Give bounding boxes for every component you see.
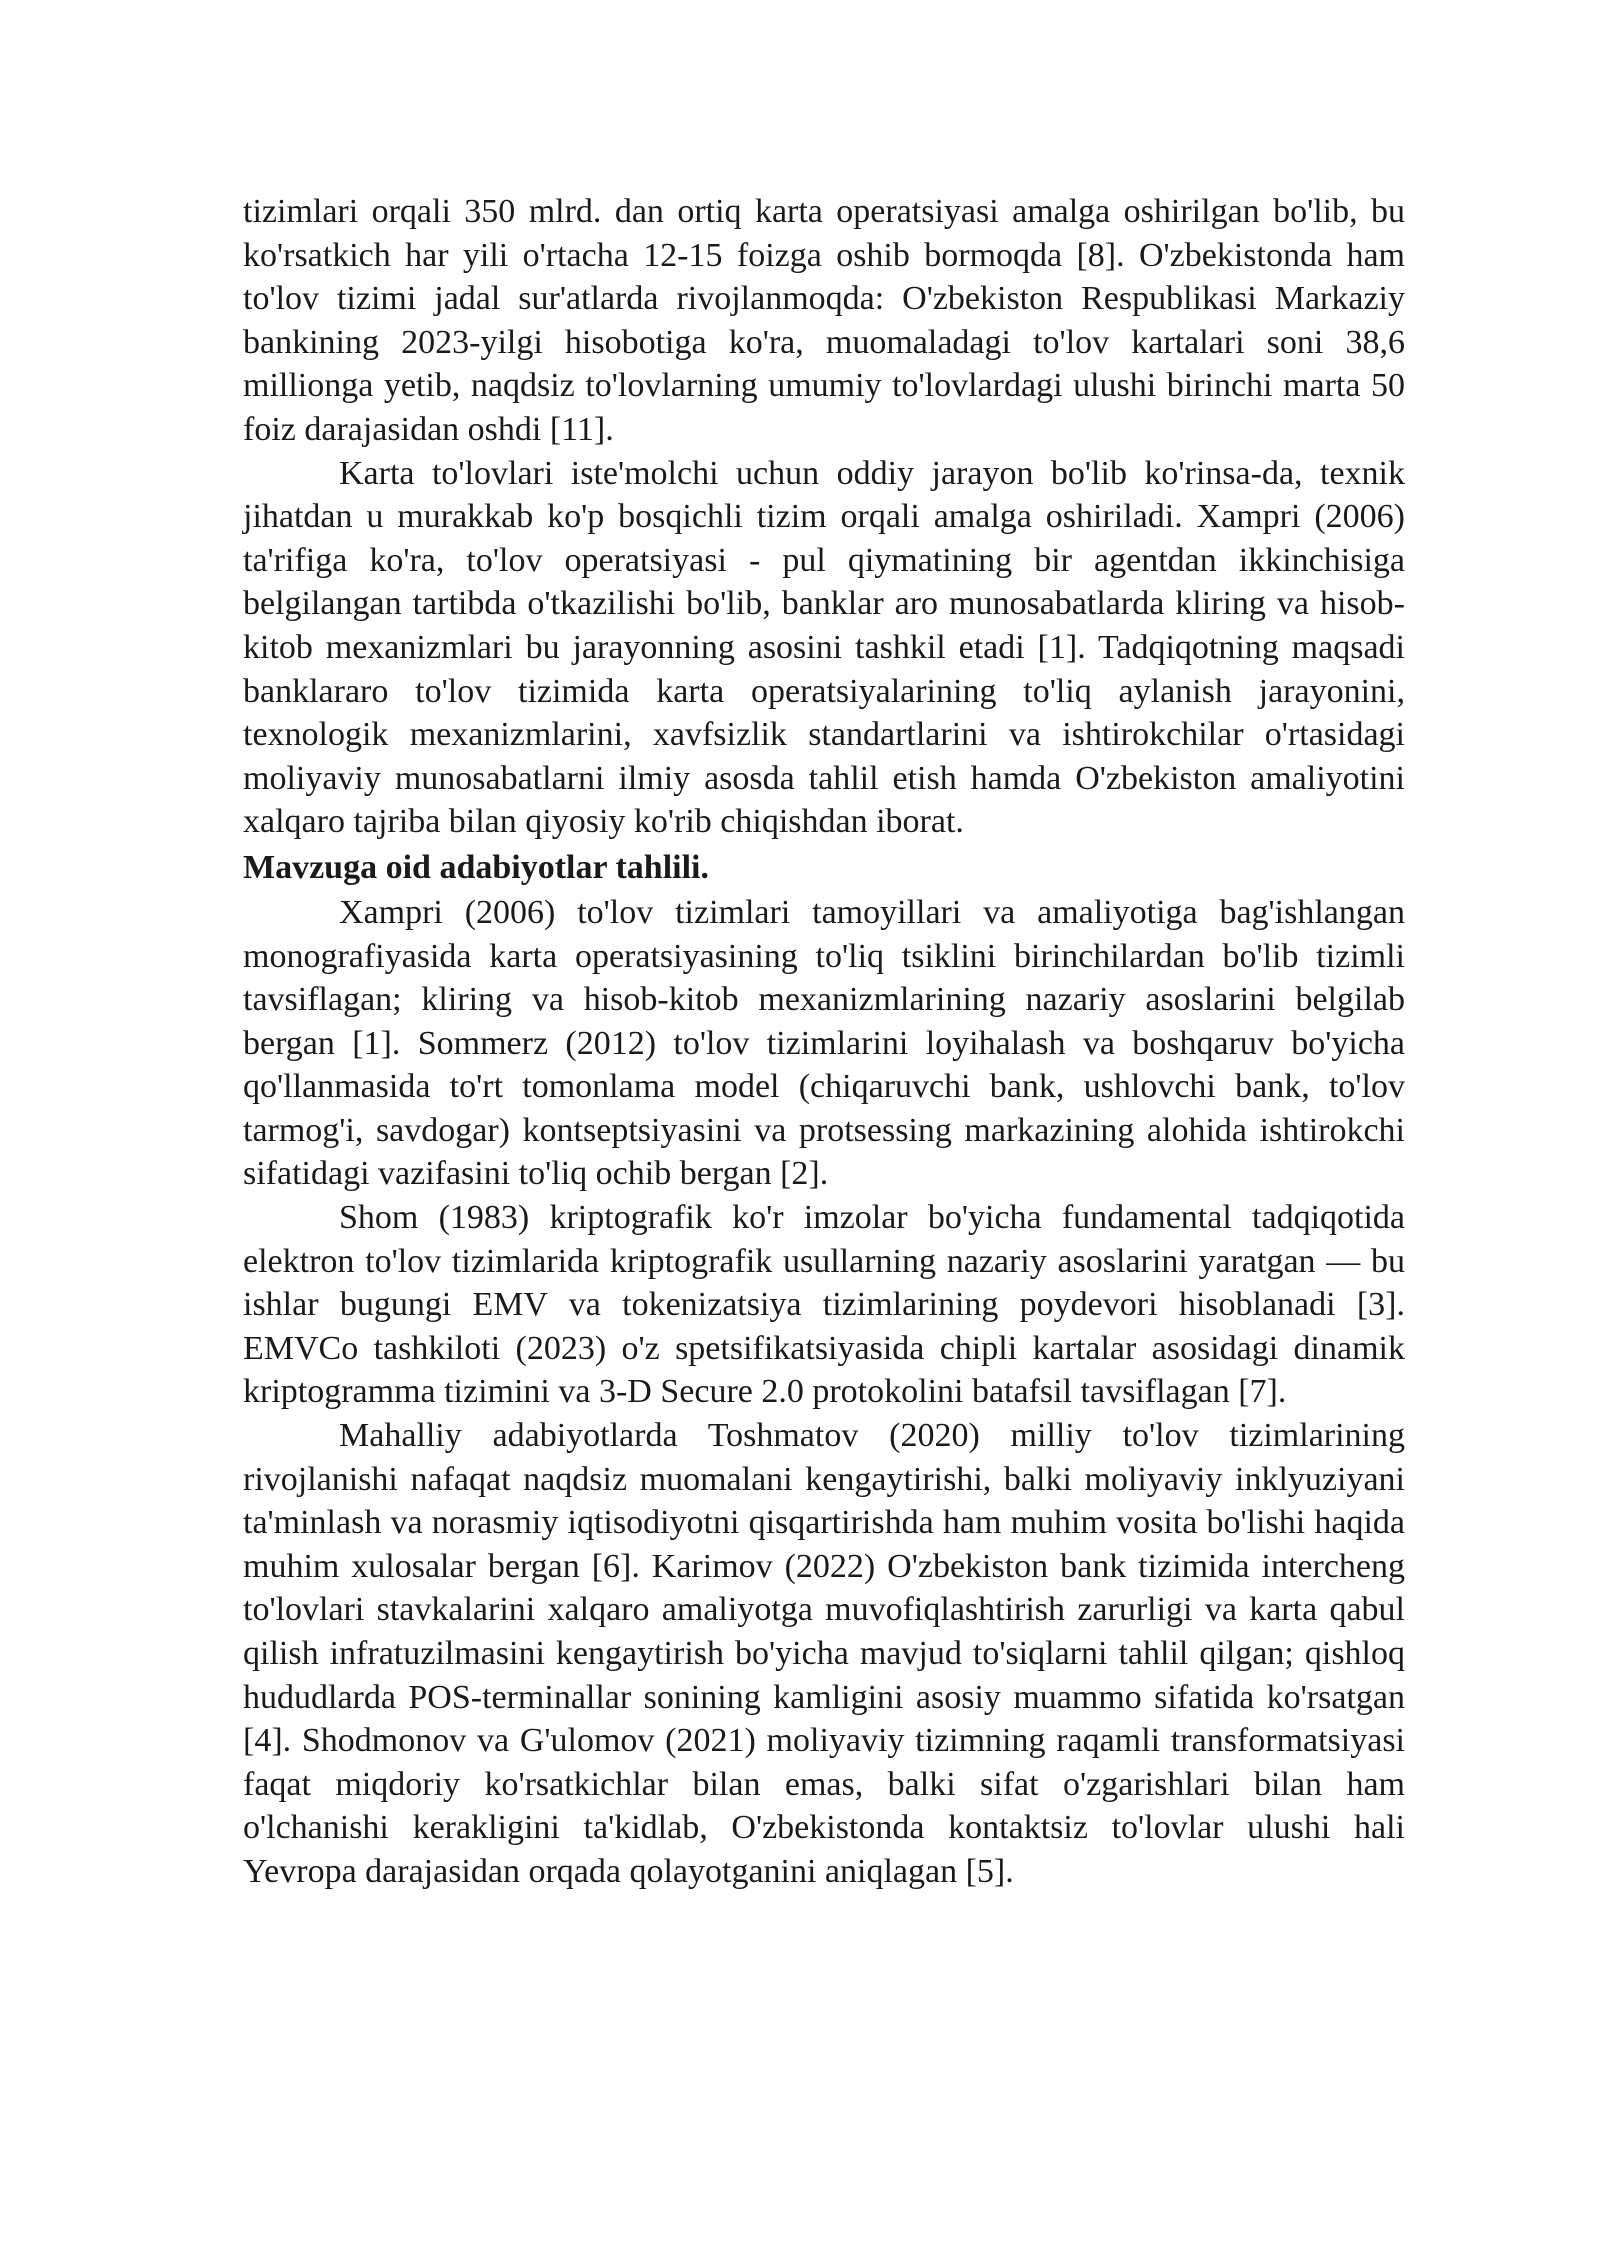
paragraph-literature-local: Mahalliy adabiyotlarda Toshmatov (2020) milliy to'lov tizimlarining rivojlanishi nafaqat naqdsiz muomalani kengaytirishi, balki moliyaviy inklyuziyani ta'minlash va norasmiy iqtisodiyotni qisqartirishda ham muhim vosita bo'lishi haqida muhim xulosalar bergan [6]. Karimov (2022) O'zbekiston bank tizimida intercheng to'lovlari stavkalarini xalqaro amaliyotga muvofiqlashtirish zarurligi va karta qabul qilish infratuzilmasini kengaytirish bo'yicha mavjud to'siqlarni tahlil qilgan; qishloq hududlarda POS-terminallar sonining kamligini asosiy muammo sifatida ko'rsatgan [4]. Shodmonov va G'ulomov (2021) moliyaviy tizimning raqamli transformatsiyasi faqat miqdoriy ko'rsatkichlar bilan emas, balki sifat o'zgarishlari bilan ham o'lchanishi kerakligini ta'kidlab, O'zbekistonda kontaktsiz to'lovlar ulushi hali Yevropa darajasidan orqada qolayotganini aniqlagan [5].	[243, 1417, 1405, 1890]
section-heading: Mavzuga oid adabiyotlar tahlili.	[243, 848, 709, 886]
paragraph-literature-foreign: Xampri (2006) to'lov tizimlari tamoyillari va amaliyotiga bag'ishlangan monografiyasida karta operatsiyasining to'liq tsiklini birinchilardan bo'lib tizimli tavsiflagan; kliring va hisob-kitob mexanizmlarining nazariy asoslarini belgilab bergan [1]. Sommerz (2012) to'lov tizimlarini loyihalash va boshqaruv bo'yicha qo'llanmasida to'rt tomonlama model (chiqaruvchi bank, ushlovchi bank, to'lov tarmog'i, savdogar) kontseptsiyasini va protsessing markazining alohida ishtirokchi sifatidagi vazifasini to'liq ochib bergan [2].	[243, 893, 1405, 1193]
document-page	[243, 190, 1405, 1894]
paragraph-literature-cryptography: Shom (1983) kriptografik ko'r imzolar bo'yicha fundamental tadqiqotida elektron to'lov tizimlarida kriptografik usullarning nazariy asoslarini yaratgan — bu ishlar bugungi EMV va tokenizatsiya tizimlarining poydevori hisoblanadi [3]. EMVCo tashkiloti (2023) o'z spetsifikatsiyasida chipli kartalar asosidagi dinamik kriptogramma tizimini va 3-D Secure 2.0 protokolini batafsil tavsiflagan [7].	[243, 1199, 1405, 1411]
paragraph-continuation: tizimlari orqali 350 mlrd. dan ortiq karta operatsiyasi amalga oshirilgan bo'lib, bu ko'rsatkich har yili o'rtacha 12-15 foizga oshib bormoqda [8]. O'zbekistonda ham to'lov tizimi jadal sur'atlarda rivojlanmoqda: O'zbekiston Respublikasi Markaziy bankining 2023-yilgi hisobotiga ko'ra, muomaladagi to'lov kartalari soni 38,6 millionga yetib, naqdsiz to'lovlarning umumiy to'lovlardagi ulushi birinchi marta 50 foiz darajasidan oshdi [11].	[243, 193, 1405, 448]
paragraph-research-aim: Karta to'lovlari iste'molchi uchun oddiy jarayon bo'lib ko'rinsa-da, texnik jihatdan u murakkab ko'p bosqichli tizim orqali amalga oshiriladi. Xampri (2006) ta'rifiga ko'ra, to'lov operatsiyasi - pul qiymatining bir agentdan ikkinchisiga belgilangan tartibda o'tkazilishi bo'lib, banklar aro munosabatlarda kliring va hisob-kitob mexanizmlari bu jarayonning asosini tashkil etadi [1]. Tadqiqotning maqsadi banklararo to'lov tizimida karta operatsiyalarining to'liq aylanish jarayonini, texnologik mexanizmlarini, xavfsizlik standartlarini va ishtirokchilar o'rtasidagi moliyaviy munosabatlarni ilmiy asosda tahlil etish hamda O'zbekiston amaliyotini xalqaro tajriba bilan qiyosiy ko'rib chiqishdan iborat.	[243, 454, 1405, 841]
